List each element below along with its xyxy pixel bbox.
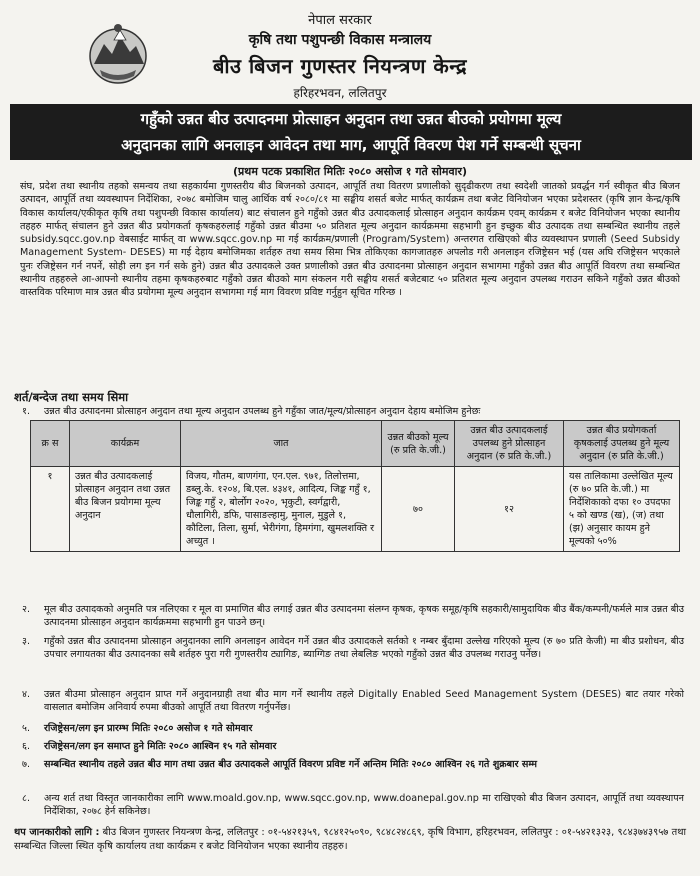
condition-number: १. (22, 406, 31, 417)
table-header-cell: उन्नत बीउ प्रयोगकर्ता कृषकलाई उपलब्ध हुने मूल्य अनुदान (रु प्रति के.जी.) (564, 421, 680, 467)
condition-text: मूल बीउ उत्पादकको अनुमति पत्र नलिएका र मूल वा प्रमाणित बीउ लगाई उन्नत बीउ उत्पादनमा संलग्न कृषक, कृषक समूह/कृषि सहकारी/सामुदायिक बीउ बैंक/कम्पनी/फर्मले मात्र उन्नत बीउ उत्पादनमा प्रोत्साहन अनुदान कार्यक्रममा सहभागी हुन पाउने छन्। (44, 604, 684, 628)
condition-number: ६. (22, 741, 31, 752)
table-cell-sn: १ (31, 467, 70, 552)
table-row (31, 467, 680, 552)
department-name: बीउ बिजन गुणस्तर नियन्त्रण केन्द्र (212, 54, 468, 78)
contact-info (14, 826, 686, 854)
rates-table (30, 420, 680, 552)
intro-paragraph: संघ, प्रदेश तथा स्थानीय तहको समन्वय तथा सहकार्यमा गुणस्तरीय बीउ बिजनको उत्पादन, आपूर्ति तथा वितरण प्रणालीको सुदृढीकरण तथा स्वदेशी जातको प्रवर्द्धन गर्न स्वीकृत बीउ बिजन उत्पादन, आपूर्ति तथा व्यवस्थापन निर्देशिका, २०७८ बमोजिम चालु आर्थिक वर्ष २०८०/८१ मा सङ्घीय शसर्त बजेट मार्फत् कार्यक्रम तथा बजेट विनियोजन भएका प्रदेशस्तर (कृषि ज्ञान केन्द्र/कृषि विकास कार्यालय/एकीकृत कृषि तथा पशुपन्छी विकास कार्यालय) बाट संचालन हुने गहुँको उन्नत बीउ उत्पादकलाई प्रोत्साहन अनुदान कार्यक्रम एवम् कार्यक्रम र बजेट विनियोजन भएका स्थानीय तहहरु मार्फत् संचालन हुने उन्नत बीउ प्रयोगकर्ता कृषकहरुलाई गहुँको उन्नत बीउमा ५० प्रतिशत मूल्य अनुदान कार्यक्रममा सहभागी हुन इच्छुक बीउ उत्पादक तथा सम्बन्धित स्थानीय तहले subsidy.sqcc.gov.np वेबसाईट मार्फत् वा www.sqcc.gov.np मा गई कार्यक्रम/प्रणाली (Program/System) अन्तरगत राखिएको बीउ व्यवस्थापन प्रणाली (Seed Subsidy Management System- DESES) मा गई देहाय बमोजिमका शर्तहरु तथा समय सिमा भित्र तोकिएका कागजातहरु अपलोड गरी अनलाइन रजिष्ट्रेसन भई (यस अघि रजिष्ट्रेसन भएकाले पुनः रजिष्ट्रेसन गर्न नपर्ने, सोही लग इन गर्न सके हुने) उन्नत बीउ उत्पादकले उक्त प्रणालीको उन्नत बीउ उत्पादनमा प्रोत्साहन अनुदान सभागमा गहुँको उन्नत बीउ आपूर्ति विवरण तथा सम्बन्धित स्थानीय तहहरुले आ-आफ्नो स्थानीय तहमा कृषकहरुबाट गहुँको उन्नत बीउको माग संकलन गरी सङ्घीय शसर्त बजेटबाट ५० प्रतिशत मूल्य अनुदान उपलब्ध गराउन सकिने गहुँको उन्नत बीउको वास्तविक परिमाण मात्र उन्नत बीउ प्रयोगमा मूल्य अनुदान सभागमा गई माग विवरण प्रविष्ट गर्नुहुन सूचित गरिन्छ । (20, 181, 680, 299)
notice-title-line-1: गहुँको उन्नत बीउ उत्पादनमा प्रोत्साहन अनुदान तथा उन्नत बीउको प्रयोगमा मूल्य (140, 110, 562, 128)
table-header-cell: कार्यक्रम (70, 421, 181, 467)
table-header-row (31, 421, 680, 467)
table-cell-subsidy: यस तालिकामा उल्लेखित मूल्य (रु ७० प्रति के.जी.) मा निर्देशिकाको दफा १० उपदफा ५ को खण्ड (ख), (ज) तथा (झ) अनुसार कायम हुने मूल्यको ५०% (564, 467, 680, 552)
ministry-name: कृषि तथा पशुपन्छी विकास मन्त्रालय (248, 32, 432, 48)
condition-number: ४. (22, 689, 31, 700)
condition-number: ८. (22, 793, 31, 804)
table-cell-incentive: १२ (455, 467, 564, 552)
condition-text: रजिष्ट्रेसन/लग इन समाप्त हुने मितिः २०८० आश्विन १५ गते सोमवार (44, 741, 277, 752)
notice-title-banner (10, 104, 692, 160)
publication-date: (प्रथम पटक प्रकाशित मितिः २०८० असोज १ गते सोमवार) (233, 165, 467, 178)
condition-number: ३. (22, 636, 31, 647)
table-header-cell: उन्नत बीउ उत्पादकलाई उपलब्ध हुने प्रोत्साहन अनुदान (रु प्रति के.जी.) (455, 421, 564, 467)
condition-text: गहुँको उन्नत बीउ उत्पादनमा प्रोत्साहन अनुदानका लागि अनलाइन आवेदन गर्ने उन्नत बीउ उत्पादकले सर्तको १ नम्बर बुँदामा उल्लेख गरिएको मूल्य (रु ७० प्रति केजी) मा बीउ प्रशोधन, बीउ उपचार लगायतका बीउ उत्पादनका सबै शर्तहरु पुरा गरी गुणस्तरीय ट्यागिङ, ब्याग्गिङ तथा लेबलिङ भएको गहुँको उन्नत बीउ उपलब्ध गराउनु पर्नेछ। (44, 636, 684, 660)
conditions-heading: शर्त/बन्देज तथा समय सिमा (14, 390, 129, 404)
condition-number: २. (22, 604, 31, 615)
condition-text: अन्य शर्त तथा विस्तृत जानकारीका लागि www.moald.gov.np, www.sqcc.gov.np, www.doanepal.gov.np मा राखिएको बीउ बिजन उत्पादन, आपूर्ति तथा व्यवस्थापन निर्देशिका, २०७८ हेर्न सकिनेछ। (44, 793, 684, 817)
contact-label: थप जानकारीको लागि : (14, 827, 100, 838)
table-header-cell: जात (181, 421, 382, 467)
condition-text: उन्नत बीउमा प्रोत्साहन अनुदान प्राप्त गर्ने अनुदानग्राही तथा बीउ माग गर्ने स्थानीय तहले Digitally Enabled Seed Management System (DESES) बाट तयार गरेको वासलात बमोजिम अनिवार्य रुपमा बीउको आपूर्ति तथा वितरण गर्नुपर्नेछ। (44, 689, 684, 713)
nepal-emblem-icon (86, 20, 150, 86)
table-cell-varieties: विजय, गौतम, बाणगंगा, एन.एल. ९७१, तिलोत्तमा, डब्लु.के. १२०४, बि.एल. ४३४१, आदित्य, जिङ्क गहुँ १, जिङ्क गहुँ २, बोर्लोग २०२०, भृकुटी, स्वर्गद्वारी, धौलागिरी, डफि, पासाङल्हामु, मुनाल, मुडुले १, कौटिला, तिला, सुर्मा, भेरीगंगा, हिमगंगा, खुमलशक्ति र अच्युत । (181, 467, 382, 552)
table-cell-price: ७० (382, 467, 455, 552)
condition-number: ७. (22, 759, 31, 770)
table-header-cell: क्र स (31, 421, 70, 467)
condition-number: ५. (22, 723, 31, 734)
condition-text: रजिष्ट्रेसन/लग इन प्रारम्भ मितिः २०८० असोज १ गते सोमवार (44, 723, 253, 734)
condition-text: सम्बन्धित स्थानीय तहले उन्नत बीउ माग तथा उन्नत बीउ उत्पादकले आपूर्ति विवरण प्रविष्ट गर्ने अन्तिम मितिः २०८० आश्विन २६ गते शुक्रबार सम्म (44, 759, 537, 770)
notice-title-line-2: अनुदानका लागि अनलाइन आवेदन तथा माग, आपूर्ति विवरण पेश गर्ने सम्बन्धी सूचना (121, 136, 581, 154)
government-name: नेपाल सरकार (308, 13, 372, 28)
office-address: हरिहरभवन, ललितपुर (293, 86, 387, 100)
table-cell-program: उन्नत बीउ उत्पादकलाई प्रोत्साहन अनुदान तथा उन्नत बीउ बिजन प्रयोगमा मूल्य अनुदान (70, 467, 181, 552)
contact-text: बीउ बिजन गुणस्तर नियन्त्रण केन्द्र, ललितपुर : ०१-५४२१३५९, ९८४१२५०९०, ९८४८२४८६९, कृषि विभाग, हरिहरभवन, ललितपुर : ०१-५४२१३२३, ९८४३७४३९५७ तथा सम्बन्धित जिल्ला स्थित कृषि कार्यालय तथा कार्यक्रम र बजेट विनियोजन भएका स्थानीय तहहरु। (14, 827, 686, 852)
condition-text: उन्नत बीउ उत्पादनमा प्रोत्साहन अनुदान तथा मूल्य अनुदान उपलब्ध हुने गहुँका जात/मूल्य/प्रोत्साहन अनुदान देहाय बमोजिम हुनेछः (44, 406, 481, 417)
table-header-cell: उन्नत बीउको मूल्य (रु प्रति के.जी.) (382, 421, 455, 467)
